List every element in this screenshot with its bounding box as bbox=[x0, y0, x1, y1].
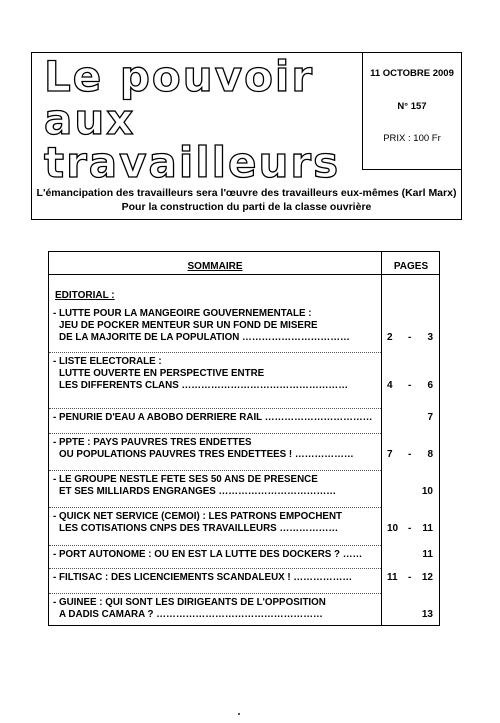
toc-entry-line: - LUTTE POUR LA MANGEOIRE GOUVERNEMENTALE : bbox=[53, 308, 312, 319]
masthead bbox=[31, 52, 462, 220]
page-from: 11 bbox=[387, 572, 398, 583]
summary-header: SOMMAIRE bbox=[187, 261, 243, 272]
entry-separator bbox=[49, 568, 381, 569]
page-dash: - bbox=[408, 380, 412, 391]
toc-entry-line: OU POPULATIONS PAUVRES TRES ENDETTEES ! ……………… bbox=[59, 449, 354, 460]
toc-entry-line: LES COTISATIONS CNPS DES TRAVAILLEURS ……………… bbox=[59, 523, 339, 534]
entry-separator bbox=[49, 470, 381, 471]
page-to: 6 bbox=[427, 380, 433, 391]
motto: L'émancipation des travailleurs sera l'œuvre des travailleurs eux-mêmes (Karl Marx) bbox=[36, 187, 457, 199]
tagline: Pour la construction du parti de la classe ouvrière bbox=[121, 201, 372, 213]
entry-separator bbox=[49, 408, 381, 409]
page-to: 12 bbox=[421, 572, 433, 583]
toc-entry-line: ET SES MILLIARDS ENGRANGES ……………………………… bbox=[59, 486, 337, 497]
issue-price: PRIX : 100 Fr bbox=[383, 133, 441, 144]
issue-info-box bbox=[362, 53, 461, 170]
toc-entry bbox=[49, 474, 441, 498]
toc-entry-line: LES DIFFERENTS CLANS …………………………………………… bbox=[59, 380, 349, 391]
toc-entry bbox=[49, 308, 441, 344]
title-line: aux bbox=[44, 95, 136, 144]
page-dash: - bbox=[408, 332, 412, 343]
newspaper-title bbox=[44, 52, 341, 187]
page-from: 4 bbox=[387, 380, 393, 391]
toc-entry bbox=[49, 597, 441, 621]
header-rule bbox=[49, 274, 439, 275]
page-to: 10 bbox=[421, 486, 433, 497]
table-of-contents bbox=[48, 251, 440, 626]
toc-entry bbox=[49, 412, 441, 424]
page-dash: - bbox=[408, 572, 412, 583]
title-line: travailleurs bbox=[44, 138, 341, 187]
entry-separator bbox=[49, 507, 381, 508]
title-line: Le pouvoir bbox=[44, 52, 315, 101]
issue-number: N° 157 bbox=[397, 101, 427, 112]
toc-entry-line: DE LA MAJORITE DE LA POPULATION …………………………… bbox=[59, 332, 350, 343]
toc-entry-line: LUTTE OUVERTE EN PERSPECTIVE ENTRE bbox=[59, 368, 265, 379]
toc-entry-line: - QUICK NET SERVICE (CEMOI) : LES PATRONS EMPOCHENT bbox=[53, 511, 343, 522]
toc-entry bbox=[49, 437, 441, 461]
page-from: 2 bbox=[387, 332, 393, 343]
entry-separator bbox=[49, 433, 381, 434]
toc-entry bbox=[49, 549, 441, 561]
issue-date: 11 OCTOBRE 2009 bbox=[370, 68, 454, 79]
toc-entry bbox=[49, 511, 441, 535]
page-dash: - bbox=[408, 449, 412, 460]
pages-header: PAGES bbox=[393, 261, 429, 272]
toc-entry-line: - FILTISAC : DES LICENCIEMENTS SCANDALEUX ! ……………… bbox=[53, 572, 353, 583]
page-mark bbox=[238, 713, 240, 715]
editorial-heading: EDITORIAL : bbox=[55, 290, 115, 301]
toc-entry-line: - GUINEE : QUI SONT LES DIRIGEANTS DE L'OPPOSITION bbox=[53, 597, 326, 608]
entry-separator bbox=[49, 352, 381, 353]
toc-entry-line: - PPTE : PAYS PAUVRES TRES ENDETTES bbox=[53, 437, 252, 448]
page-from: 10 bbox=[387, 523, 399, 534]
page-to: 3 bbox=[427, 332, 433, 343]
toc-entry-line: - PENURIE D'EAU A ABOBO DERRIERE RAIL …………………………… bbox=[53, 412, 373, 423]
page-to: 8 bbox=[427, 449, 433, 460]
toc-entry-line: - PORT AUTONOME : OU EN EST LA LUTTE DES DOCKERS ? …… bbox=[53, 549, 363, 560]
toc-entry bbox=[49, 356, 441, 392]
toc-entry-line: A DADIS CAMARA ? …………………………………………… bbox=[59, 609, 323, 620]
page-to: 11 bbox=[422, 523, 433, 534]
toc-entry-line: - LISTE ELECTORALE : bbox=[53, 356, 162, 367]
entry-separator bbox=[49, 545, 381, 546]
page-to: 7 bbox=[427, 412, 433, 423]
toc-entry-line: JEU DE POCKER MENTEUR SUR UN FOND DE MISERE bbox=[59, 320, 318, 331]
page-to: 11 bbox=[422, 549, 433, 560]
page-dash: - bbox=[408, 523, 412, 534]
toc-entry bbox=[49, 572, 441, 584]
page-from: 7 bbox=[387, 449, 393, 460]
page-to: 13 bbox=[421, 609, 433, 620]
entry-separator bbox=[49, 593, 381, 594]
toc-entry-line: - LE GROUPE NESTLE FETE SES 50 ANS DE PRESENCE bbox=[53, 474, 318, 485]
